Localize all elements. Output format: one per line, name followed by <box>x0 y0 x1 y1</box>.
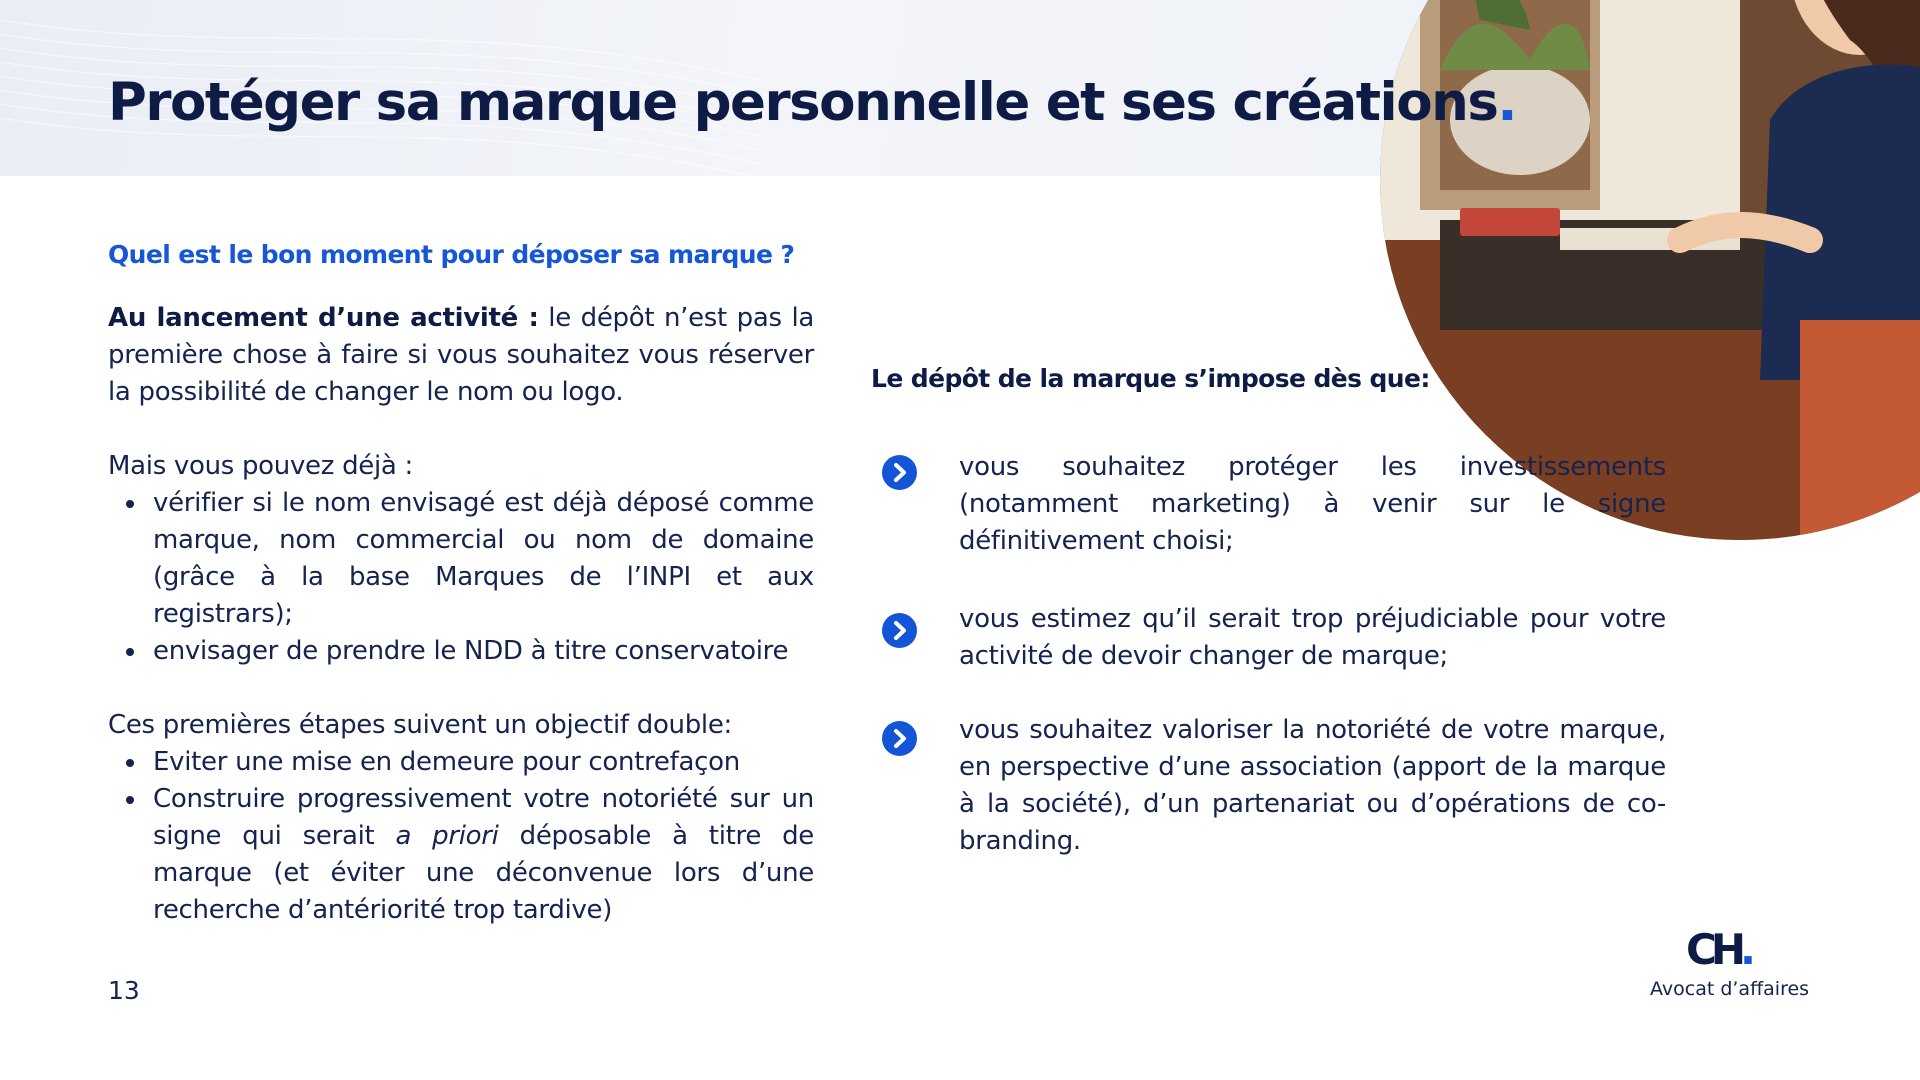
objective-text-after: déposable à titre de marque (et éviter une déconvenue lors d’une recherche d’antériorité trop tardive) <box>153 821 814 925</box>
company-logo <box>1640 926 1830 1006</box>
objective-list <box>108 744 814 929</box>
list-item <box>153 781 814 929</box>
chevron-right-circle-icon <box>882 455 917 490</box>
requirement-text: vous souhaitez valoriser la notoriété de votre marque, en perspective d’une association (apport de la marque à la société), d’un partenariat ou d’opérations de co-branding. <box>959 715 1666 856</box>
right-heading: Le dépôt de la marque s’impose dès que: <box>871 364 1430 393</box>
left-column <box>108 300 814 929</box>
section-question: Quel est le bon moment pour déposer sa marque ? <box>108 240 795 269</box>
objective-label: Ces premières étapes suivent un objectif double: <box>108 710 733 740</box>
requirement-text: vous estimez qu’il serait trop préjudiciable pour votre activité de devoir changer de marque; <box>959 604 1666 671</box>
logo-subtitle: Avocat d’affaires <box>1650 978 1810 1000</box>
intro-paragraph <box>108 300 814 411</box>
page-title-text: Protéger sa marque personnelle et ses créations <box>108 72 1498 133</box>
title-accent-dot: . <box>1497 72 1517 133</box>
objective-text-italic: a priori <box>395 821 499 851</box>
list-item: Eviter une mise en demeure pour contrefaçon <box>153 744 814 781</box>
list-item: envisager de prendre le NDD à titre conservatoire <box>153 633 814 670</box>
logo-mark <box>1686 926 1756 974</box>
chevron-right-circle-icon <box>882 613 917 648</box>
intro-bold-label: Au lancement d’une activité : <box>108 303 539 333</box>
objective-text-before: Construire progressivement votre notoriété sur un signe qui serait <box>153 784 814 851</box>
intro-text: le dépôt n’est pas la première chose à faire si vous souhaitez vous réserver la possibilité de changer le nom ou logo. <box>108 303 814 407</box>
chevron-right-circle-icon <box>882 721 917 756</box>
list-item: vérifier si le nom envisagé est déjà déposé comme marque, nom commercial ou nom de domaine (grâce à la base Marques de l’INPI et aux registrars); <box>153 485 814 633</box>
already-list <box>108 485 814 670</box>
page-number: 13 <box>108 976 140 1005</box>
requirement-text: vous souhaitez protéger les investissements (notamment marketing) à venir sur le signe définitivement choisi; <box>959 452 1666 556</box>
logo-dot: . <box>1739 925 1756 974</box>
already-label: Mais vous pouvez déjà : <box>108 451 413 481</box>
page-title <box>108 72 1517 133</box>
logo-letters: CH <box>1686 925 1740 974</box>
